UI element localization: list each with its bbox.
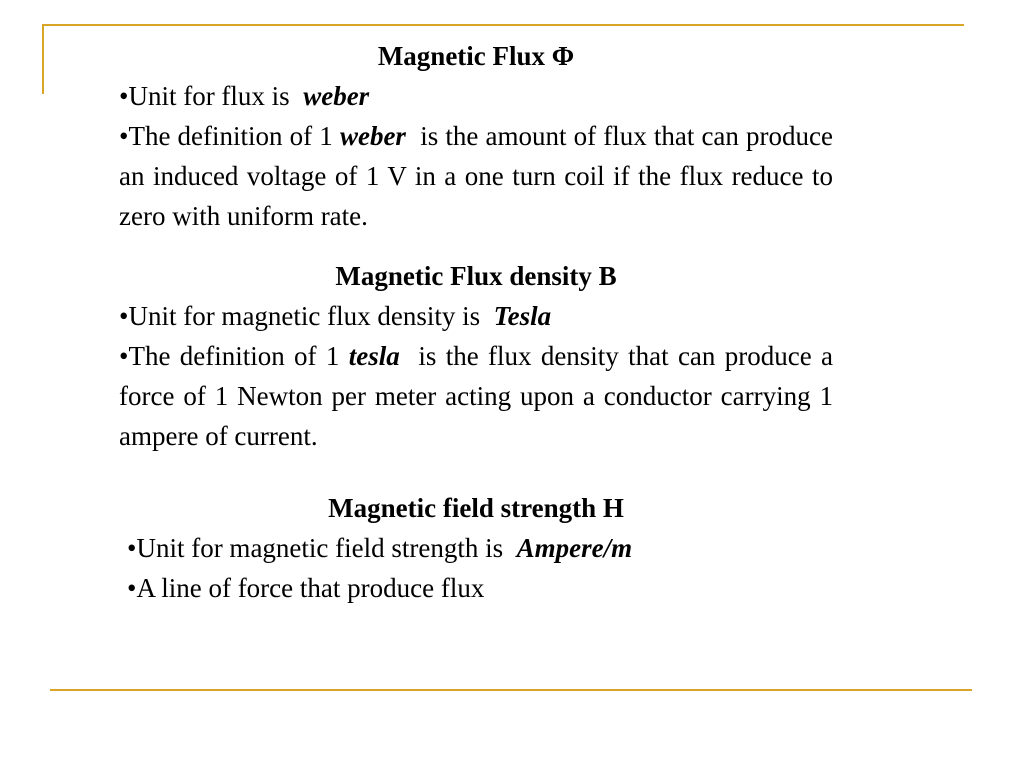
density-definition-bullet (119, 336, 833, 456)
heading-field-strength: Magnetic field strength H (328, 493, 624, 523)
flux-def-text: is the amount of flux that can produce an induced voltage of 1 V in a one turn coil if the flux reduce to zero with uniform rate. (119, 121, 834, 231)
density-unit-text: •Unit for magnetic flux density is (119, 301, 481, 331)
strength-unit-term: Ampere/m (516, 533, 633, 563)
density-def-prefix: •The definition of 1 (119, 341, 340, 371)
flux-unit-bullet (119, 76, 833, 116)
frame-bottom-line (50, 689, 972, 691)
flux-def-prefix: •The definition of 1 (119, 121, 333, 151)
density-def-term: tesla (348, 341, 400, 371)
heading-flux-density: Magnetic Flux density B (335, 261, 617, 291)
flux-unit-term: weber (303, 81, 370, 111)
strength-unit-bullet (119, 528, 833, 568)
frame-left-line (42, 24, 44, 94)
section-field-strength (119, 488, 833, 608)
section-magnetic-flux (119, 36, 833, 236)
density-unit-bullet (119, 296, 833, 336)
frame-top-line (42, 24, 964, 26)
density-def-text: is the flux density that can produce a force of 1 Newton per meter acting upon a conductor carrying 1 ampere of current. (119, 341, 834, 451)
density-unit-term: Tesla (493, 301, 552, 331)
strength-unit-text: •Unit for magnetic field strength is (127, 533, 504, 563)
heading-magnetic-flux: Magnetic Flux Φ (377, 41, 575, 71)
flux-definition-bullet (119, 116, 833, 236)
flux-def-term: weber (339, 121, 406, 151)
section-flux-density (119, 256, 833, 456)
line-of-force-bullet: •A line of force that produce flux (127, 573, 485, 603)
flux-unit-text: •Unit for flux is (119, 81, 290, 111)
